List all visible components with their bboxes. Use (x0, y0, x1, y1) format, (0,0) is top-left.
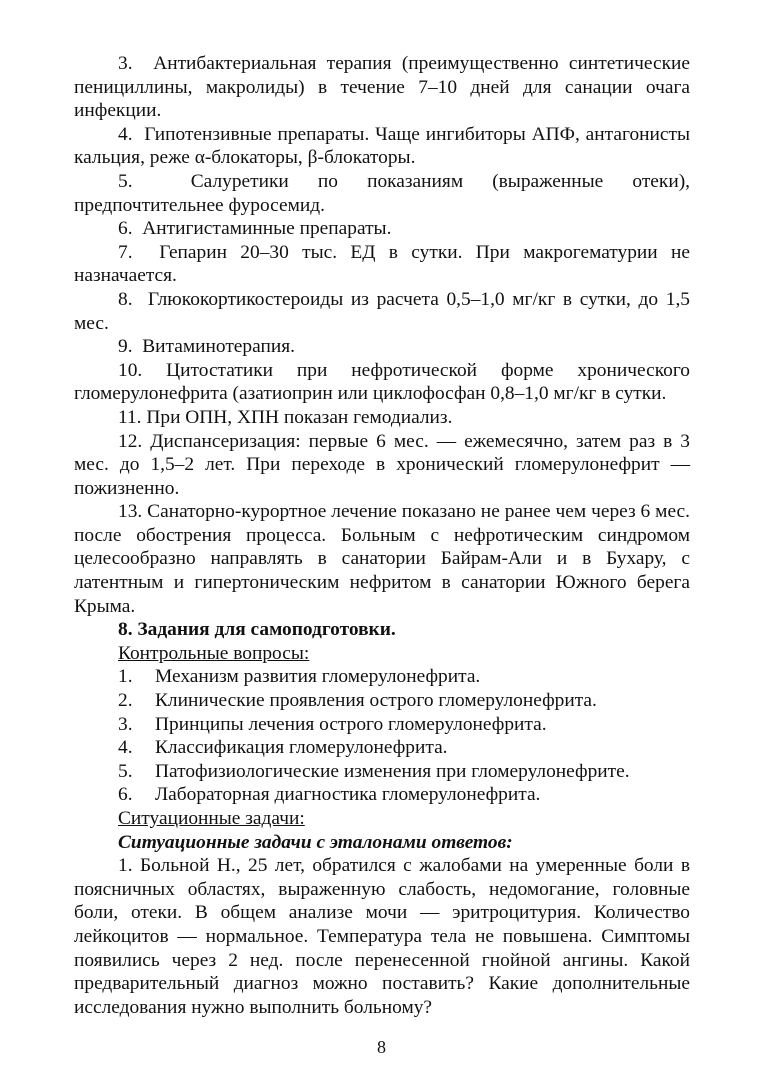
question-text: Принципы лечения острого гломерулонефрита. (155, 713, 547, 735)
question-text: Лабораторная диагностика гломерулонефрита. (155, 784, 541, 806)
question-number: 2. (118, 690, 133, 712)
task-1-text: 1. Больной Н., 25 лет, обратился с жалобами на умеренные боли в поясничных областях, выраженную слабость, недомогание, головные боли, отеки. В общем анализе мочи — эритроцитурия. Количество лейкоцитов — нормальное. Температура тела не повышена. Симптомы появились через 2 нед. после перенесенной гнойной ангины. Какой предварительный диагноз можно поставить? Какие дополнительные исследования нужно выполнить больному? (74, 855, 690, 1018)
question-item (74, 736, 690, 760)
question-item (74, 783, 690, 807)
therapy-item-12: 12. Диспансеризация: первые 6 мес. — ежемесячно, затем раз в 3 мес. до 1,5–2 лет. При переходе в хронический гломерулонефрит — пожизненно. (74, 430, 690, 499)
therapy-item-10: 10. Цитостатики при нефротической форме хронического гломерулонефрита (азатиоприн или циклофосфан 0,8–1,0 мг/кг в сутки. (74, 359, 690, 405)
page-number: 8 (377, 1037, 386, 1057)
tasks-with-answers-heading: Ситуационные задачи с эталонами ответов: (118, 831, 513, 853)
question-number: 4. (118, 737, 133, 759)
question-text: Патофизиологические изменения при гломерулонефрите. (155, 760, 630, 782)
question-number: 5. (118, 760, 133, 782)
question-item (74, 689, 690, 713)
question-text: Классификация гломерулонефрита. (155, 737, 448, 759)
therapy-item-11: 11. При ОПН, ХПН показан гемодиализ. (118, 406, 453, 428)
therapy-item-3: 3. Антибактериальная терапия (преимущественно синтетические пенициллины, макролиды) в течение 7–10 дней для санации очага инфекции. (74, 53, 690, 122)
question-item (74, 665, 690, 689)
question-number: 1. (118, 666, 133, 688)
therapy-item-7: 7. Гепарин 20–30 тыс. ЕД в сутки. При макрогематурии не назначается. (74, 241, 690, 287)
therapy-item-5: 5. Салуретики по показаниям (выраженные отеки), предпочтительнее фуросемид. (74, 170, 690, 216)
question-number: 6. (118, 784, 133, 806)
therapy-item-8: 8. Глюкокортикостероиды из расчета 0,5–1,0 мг/кг в сутки, до 1,5 мес. (74, 288, 690, 334)
page-content (74, 52, 690, 1019)
question-number: 3. (118, 713, 133, 735)
therapy-item-9: 9. Витаминотерапия. (118, 336, 295, 358)
therapy-item-4: 4. Гипотензивные препараты. Чаще ингибиторы АПФ, антагонисты кальция, реже α-блокаторы, β-блокаторы. (74, 123, 690, 169)
control-questions-label: Контрольные вопросы: (118, 642, 310, 664)
question-item (74, 713, 690, 737)
therapy-item-13: 13. Санаторно-курортное лечение показано не ранее чем через 6 мес. после обострения процесса. Больным с нефротическим синдромом целесообразно направлять в санатории Байрам-Али и в Бухару, с латентным и гипертоническим нефритом в санатории Южного берега Крыма. (74, 501, 690, 617)
question-text: Клинические проявления острого гломерулонефрита. (155, 690, 597, 712)
question-item (74, 760, 690, 784)
section-heading: 8. Задания для самоподготовки. (118, 619, 396, 641)
therapy-item-6: 6. Антигистаминные препараты. (118, 218, 392, 240)
question-text: Механизм развития гломерулонефрита. (155, 666, 481, 688)
situational-tasks-label: Ситуационные задачи: (118, 808, 305, 829)
